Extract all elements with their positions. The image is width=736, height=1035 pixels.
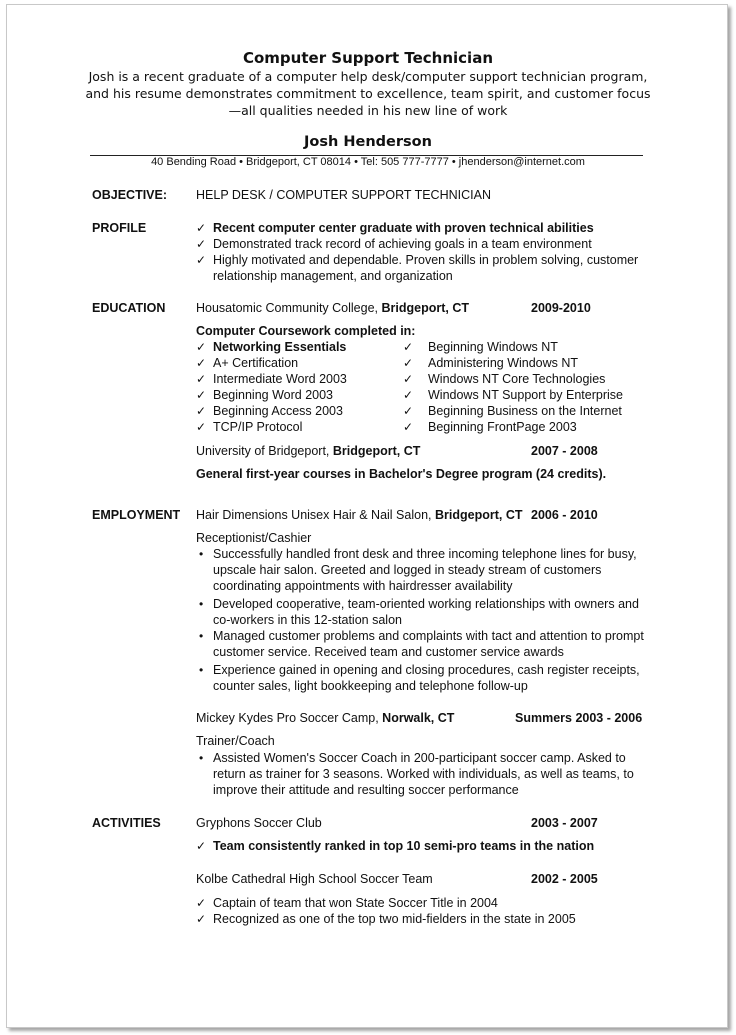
check-icon: ✓ xyxy=(196,839,207,853)
activity-name: Kolbe Cathedral High School Soccer Team xyxy=(196,872,433,886)
school-line xyxy=(196,301,469,315)
job-role: Receptionist/Cashier xyxy=(196,531,312,545)
check-icon: ✓ xyxy=(196,896,207,910)
job-detail: Managed customer problems and complaints with tact and attention to prompt xyxy=(213,629,644,643)
course-item: Beginning FrontPage 2003 xyxy=(428,420,577,434)
job-detail: Successfully handled front desk and three incoming telephone lines for busy, xyxy=(213,547,637,561)
candidate-name: Josh Henderson xyxy=(304,134,432,150)
course-item: Beginning Business on the Internet xyxy=(428,404,622,418)
employer-name: Mickey Kydes Pro Soccer Camp, xyxy=(196,711,383,725)
activity-years: 2003 - 2007 xyxy=(531,816,598,830)
profile-item: Demonstrated track record of achieving goals in a team environment xyxy=(213,237,592,251)
check-icon: ✓ xyxy=(196,340,207,354)
school-note: General first-year courses in Bachelor's Degree program (24 credits). xyxy=(196,467,607,481)
school-line xyxy=(196,444,420,458)
check-icon: ✓ xyxy=(403,340,414,354)
employer-name: Hair Dimensions Unisex Hair & Nail Salon, xyxy=(196,508,435,522)
profile-label: PROFILE xyxy=(92,221,147,235)
objective-text: HELP DESK / COMPUTER SUPPORT TECHNICIAN xyxy=(196,188,491,202)
check-icon: ✓ xyxy=(196,372,207,386)
activity-years: 2002 - 2005 xyxy=(531,872,598,886)
course-item: Windows NT Core Technologies xyxy=(428,372,606,386)
course-item: Networking Essentials xyxy=(213,340,347,354)
check-icon: ✓ xyxy=(196,404,207,418)
profile-item-continued: relationship management, and organization xyxy=(213,269,453,283)
course-item: Beginning Access 2003 xyxy=(213,404,343,418)
job-detail: coordinating appointments with hairdresser availability xyxy=(213,579,513,593)
resume-intro xyxy=(0,68,736,119)
job-detail: customer service. Received team and customer service awards xyxy=(213,645,564,659)
course-item: Beginning Word 2003 xyxy=(213,388,333,402)
education-label: EDUCATION xyxy=(92,301,166,315)
check-icon: ✓ xyxy=(403,404,414,418)
course-item: Intermediate Word 2003 xyxy=(213,372,347,386)
activity-name: Gryphons Soccer Club xyxy=(196,816,322,830)
employer-location: Bridgeport, CT xyxy=(434,508,523,522)
activities-label: ACTIVITIES xyxy=(92,816,161,830)
check-icon: ✓ xyxy=(196,253,207,267)
intro-line: Josh is a recent graduate of a computer help desk/computer support technician program, xyxy=(88,69,648,84)
check-icon: ✓ xyxy=(196,420,207,434)
school-years: 2009-2010 xyxy=(531,301,591,315)
job-role: Trainer/Coach xyxy=(196,734,275,748)
job-detail: co-workers in this 12-station salon xyxy=(213,613,402,627)
job-years: 2006 - 2010 xyxy=(531,508,598,522)
employer-line xyxy=(196,711,454,725)
school-name: Housatomic Community College, xyxy=(196,301,382,315)
school-years: 2007 - 2008 xyxy=(531,444,598,458)
course-item: Administering Windows NT xyxy=(428,356,579,370)
resume-title: Computer Support Technician xyxy=(242,49,493,67)
employer-location: Norwalk, CT xyxy=(382,711,455,725)
job-detail: Developed cooperative, team-oriented working relationships with owners and xyxy=(213,597,639,611)
job-detail: counter sales, light bookkeeping and telephone follow-up xyxy=(213,679,528,693)
check-icon: ✓ xyxy=(196,356,207,370)
job-detail: improve their attitude and resulting soccer performance xyxy=(213,783,519,797)
coursework-heading: Computer Coursework completed in: xyxy=(196,324,416,338)
course-item: Beginning Windows NT xyxy=(428,340,558,354)
bullet-icon: • xyxy=(199,547,204,561)
job-detail: upscale hair salon. Greeted and logged in steady stream of customers xyxy=(213,563,602,577)
check-icon: ✓ xyxy=(403,372,414,386)
profile-item: Recent computer center graduate with proven technical abilities xyxy=(213,221,594,235)
activity-item: Recognized as one of the top two mid-fielders in the state in 2005 xyxy=(213,912,576,926)
profile-item: Highly motivated and dependable. Proven skills in problem solving, customer xyxy=(213,253,639,267)
bullet-icon: • xyxy=(199,751,204,765)
objective-label: OBJECTIVE: xyxy=(92,188,168,202)
check-icon: ✓ xyxy=(196,388,207,402)
bullet-icon: • xyxy=(199,629,204,643)
course-item: Windows NT Support by Enterprise xyxy=(428,388,623,402)
check-icon: ✓ xyxy=(196,237,207,251)
course-item: A+ Certification xyxy=(213,356,299,370)
bullet-icon: • xyxy=(199,663,204,677)
bullet-icon: • xyxy=(199,597,204,611)
school-location: Bridgeport, CT xyxy=(381,301,469,315)
school-location: Bridgeport, CT xyxy=(332,444,421,458)
job-detail: Experience gained in opening and closing procedures, cash register receipts, xyxy=(213,663,640,677)
check-icon: ✓ xyxy=(196,221,207,235)
school-name: University of Bridgeport, xyxy=(196,444,333,458)
employer-line xyxy=(196,508,522,522)
activity-item: Captain of team that won State Soccer Title in 2004 xyxy=(213,896,498,910)
activity-item: Team consistently ranked in top 10 semi-pro teams in the nation xyxy=(213,839,595,853)
job-detail: Assisted Women's Soccer Coach in 200-participant soccer camp. Asked to xyxy=(213,751,626,765)
course-item: TCP/IP Protocol xyxy=(213,420,303,434)
intro-line: and his resume demonstrates commitment to excellence, team spirit, and customer focus xyxy=(85,86,651,101)
intro-line: —all qualities needed in his new line of work xyxy=(228,103,508,118)
job-detail: return as trainer for 3 seasons. Worked with individuals, as well as teams, to xyxy=(213,767,634,781)
check-icon: ✓ xyxy=(403,356,414,370)
job-years: Summers 2003 - 2006 xyxy=(515,711,643,725)
employment-label: EMPLOYMENT xyxy=(92,508,181,522)
check-icon: ✓ xyxy=(196,912,207,926)
check-icon: ✓ xyxy=(403,388,414,402)
contact-line: 40 Bending Road • Bridgeport, CT 08014 • Tel: 505 777-7777 • jhenderson@internet.com xyxy=(151,156,585,168)
check-icon: ✓ xyxy=(403,420,414,434)
